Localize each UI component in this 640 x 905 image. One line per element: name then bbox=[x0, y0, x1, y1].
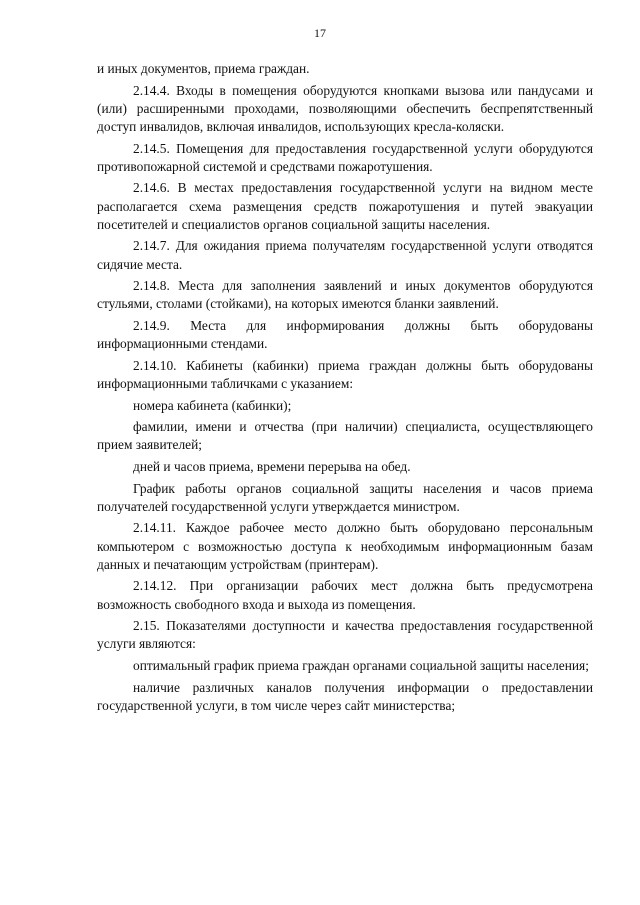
paragraph-work-schedule: График работы органов социальной защиты населения и часов приема получателей государственной услуги утверждается министром. bbox=[97, 480, 593, 514]
list-item-specialist-name: фамилии, имени и отчества (при наличии) специалиста, осуществляющего прием заявителей; bbox=[97, 419, 593, 453]
paragraph-2-14-8: 2.14.8. Места для заполнения заявлений и иных документов оборудуются стульями, столами (стойками), на которых имеются бланки заявлений. bbox=[97, 278, 593, 312]
page-number: 17 bbox=[314, 26, 326, 40]
list-item-optimal-schedule: оптимальный график приема граждан органами социальной защиты населения; bbox=[133, 657, 589, 673]
paragraph-2-14-12: 2.14.12. При организации рабочих мест должна быть предусмотрена возможность свободного входа и выхода из помещения. bbox=[97, 578, 593, 612]
paragraph-2-14-7: 2.14.7. Для ожидания приема получателям государственной услуги отводятся сидячие места. bbox=[97, 238, 593, 272]
list-item-reception-hours: дней и часов приема, времени перерыва на обед. bbox=[133, 458, 411, 474]
paragraph-2-14-11: 2.14.11. Каждое рабочее место должно быть оборудовано персональным компьютером с возможностью доступа к необходимым информационным базам данных и печатающим устройствам (принтерам). bbox=[97, 520, 593, 572]
paragraph-2-15: 2.15. Показателями доступности и качества предоставления государственной услуги являются: bbox=[97, 618, 593, 652]
paragraph-2-14-6: 2.14.6. В местах предоставления государственной услуги на видном месте располагается схема размещения средств пожаротушения и путей эвакуации посетителей и специалистов органов социальной защиты населения. bbox=[97, 180, 593, 232]
list-item-info-channels: наличие различных каналов получения информации о предоставлении государственной услуги, в том числе через сайт министерства; bbox=[97, 679, 593, 713]
paragraph-2-14-5: 2.14.5. Помещения для предоставления государственной услуги оборудуются противопожарной системой и средствами пожаротушения. bbox=[97, 140, 593, 174]
paragraph-continuation: и иных документов, приема граждан. bbox=[97, 61, 310, 76]
paragraph-2-14-10: 2.14.10. Кабинеты (кабинки) приема граждан должны быть оборудованы информационными табличками с указанием: bbox=[97, 357, 593, 391]
paragraph-2-14-9: 2.14.9. Места для информирования должны быть оборудованы информационными стендами. bbox=[97, 317, 593, 352]
paragraph-2-14-4: 2.14.4. Входы в помещения оборудуются кнопками вызова или пандусами и (или) расширенными проходами, позволяющими обеспечить беспрепятственный доступ инвалидов, включая инвалидов, использующих кресла-коляски. bbox=[97, 82, 593, 134]
document-body bbox=[97, 60, 593, 718]
list-item-cabinet-number: номера кабинета (кабинки); bbox=[133, 397, 292, 413]
